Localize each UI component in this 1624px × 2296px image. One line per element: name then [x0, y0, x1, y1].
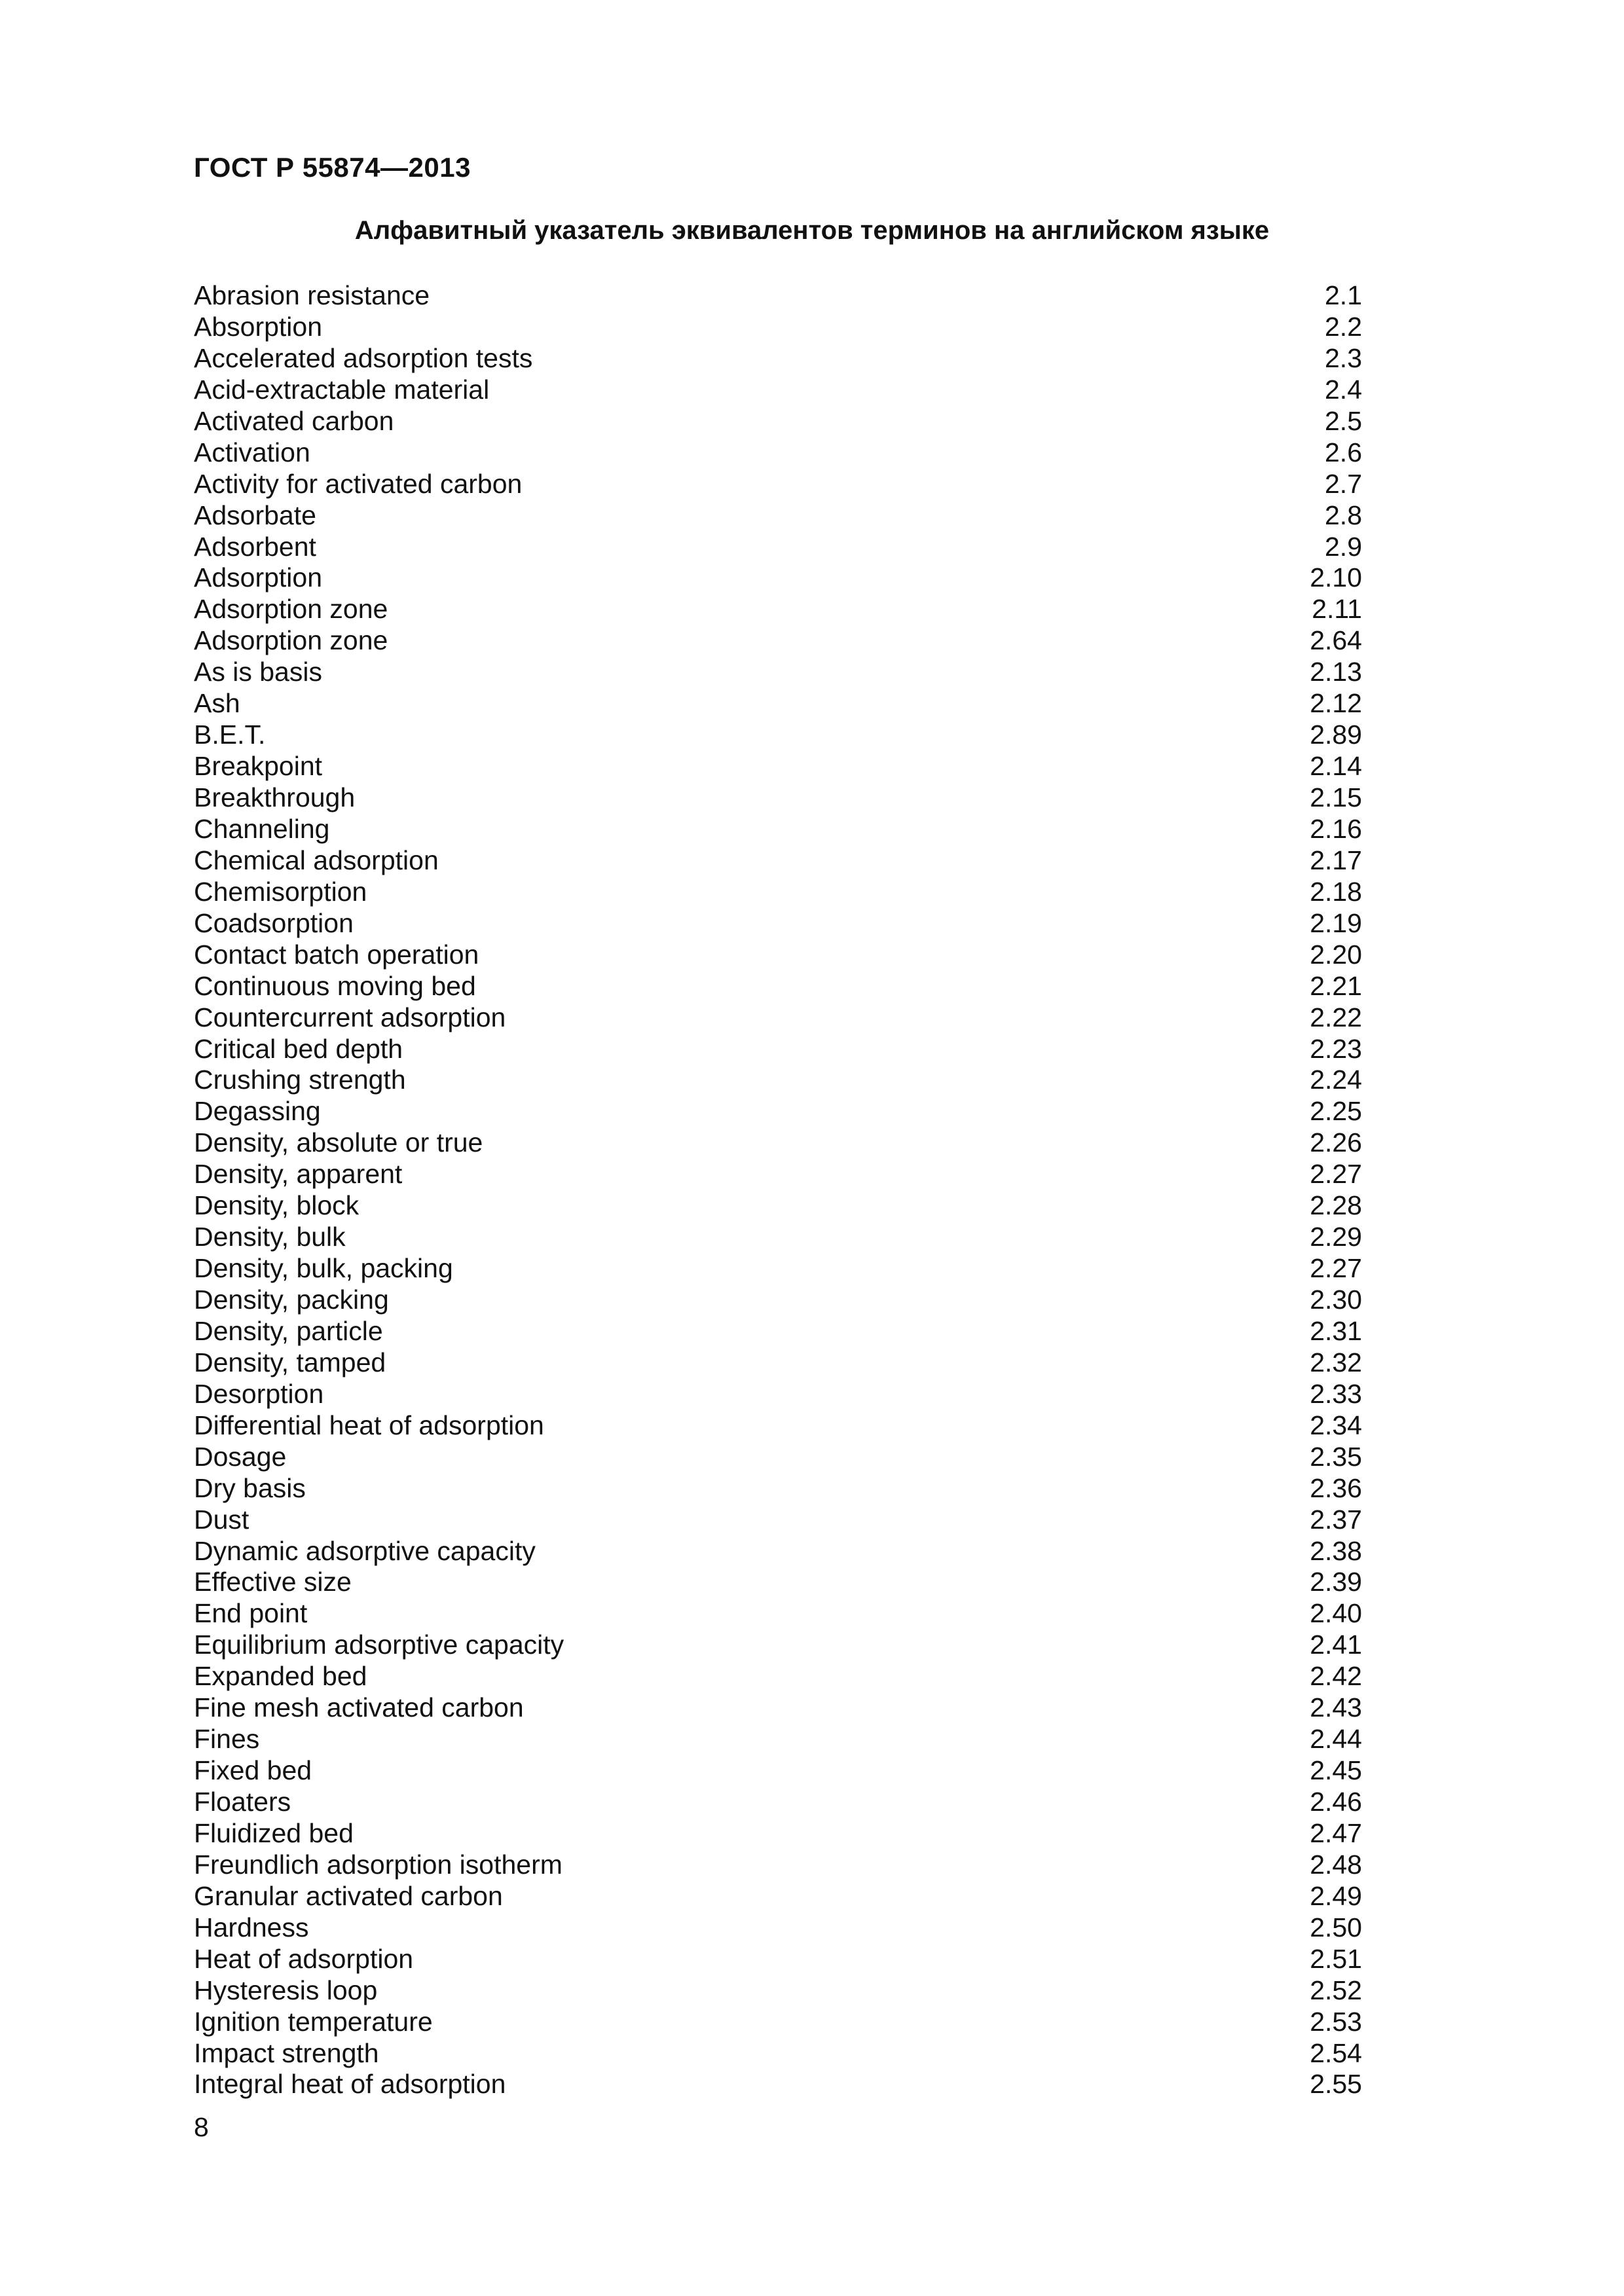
index-term: B.E.T. [194, 720, 266, 750]
index-reference: 2.12 [1310, 688, 1362, 719]
index-term: Density, packing [194, 1285, 389, 1315]
index-entry [194, 814, 1362, 845]
index-entry [194, 971, 1362, 1002]
index-entry [194, 1504, 1362, 1536]
index-entry [194, 312, 1362, 343]
index-term: Desorption [194, 1378, 324, 1409]
index-term: Density, apparent [194, 1159, 403, 1190]
index-term: Crushing strength [194, 1065, 406, 1095]
section-title: Алфавитный указатель эквивалентов терминов на английском языке [354, 216, 1270, 245]
index-entry [194, 1442, 1362, 1473]
index-entry [194, 1692, 1362, 1724]
index-entry [194, 782, 1362, 814]
index-reference: 2.34 [1310, 1410, 1362, 1440]
index-reference: 2.54 [1310, 2037, 1362, 2068]
index-entry [194, 1065, 1362, 1096]
index-reference: 2.50 [1310, 1912, 1362, 1942]
index-reference: 2.39 [1310, 1567, 1362, 1597]
index-entry [194, 469, 1362, 500]
index-reference: 2.8 [1325, 500, 1362, 530]
index-entry [194, 1881, 1362, 1912]
index-term: Dynamic adsorptive capacity [194, 1535, 536, 1566]
index-term: Ash [194, 688, 240, 719]
index-term: Critical bed depth [194, 1033, 403, 1064]
index-reference: 2.3 [1325, 342, 1362, 373]
index-reference: 2.45 [1310, 1755, 1362, 1786]
term-index-list [194, 280, 1362, 2100]
index-term: Countercurrent adsorption [194, 1002, 506, 1032]
index-term: Coadsorption [194, 907, 354, 938]
index-reference: 2.29 [1310, 1222, 1362, 1252]
index-entry [194, 1912, 1362, 1944]
index-term: Activation [194, 437, 310, 467]
index-term: Activated carbon [194, 405, 394, 436]
index-term: Impact strength [194, 2037, 379, 2068]
index-entry [194, 1724, 1362, 1755]
index-reference: 2.33 [1310, 1378, 1362, 1409]
index-reference: 2.15 [1310, 782, 1362, 812]
index-term: Hysteresis loop [194, 1975, 378, 2005]
index-reference: 2.36 [1310, 1472, 1362, 1503]
index-term: Breakthrough [194, 782, 356, 812]
index-term: Accelerated adsorption tests [194, 342, 533, 373]
index-entry [194, 562, 1362, 594]
index-entry [194, 1190, 1362, 1222]
index-term: Dust [194, 1504, 249, 1535]
index-term: Chemical adsorption [194, 845, 439, 875]
index-reference: 2.32 [1310, 1347, 1362, 1377]
index-term: Expanded bed [194, 1661, 367, 1692]
index-entry [194, 2007, 1362, 2038]
index-entry [194, 657, 1362, 688]
index-entry [194, 2069, 1362, 2100]
index-term: Continuous moving bed [194, 970, 476, 1001]
index-term: Equilibrium adsorptive capacity [194, 1630, 564, 1660]
index-term: Density, particle [194, 1315, 383, 1346]
index-term: Adsorption zone [194, 625, 388, 656]
index-reference: 2.38 [1310, 1535, 1362, 1566]
index-entry [194, 939, 1362, 971]
index-entry [194, 594, 1362, 625]
index-entry [194, 1159, 1362, 1190]
index-reference: 2.43 [1310, 1692, 1362, 1723]
index-reference: 2.11 [1312, 594, 1362, 625]
index-reference: 2.18 [1310, 876, 1362, 907]
index-reference: 2.27 [1310, 1253, 1362, 1284]
index-term: Freundlich adsorption isotherm [194, 1849, 563, 1880]
index-entry [194, 877, 1362, 908]
index-reference: 2.25 [1310, 1096, 1362, 1127]
index-term: Absorption [194, 311, 323, 342]
index-entry [194, 1630, 1362, 1661]
index-entry [194, 845, 1362, 877]
index-term: As is basis [194, 657, 322, 687]
index-entry [194, 500, 1362, 532]
index-term: Fines [194, 1724, 260, 1755]
document-code: ГОСТ Р 55874—2013 [194, 152, 471, 183]
index-term: Adsorption [194, 562, 323, 593]
index-reference: 2.17 [1310, 845, 1362, 875]
index-reference: 2.22 [1310, 1002, 1362, 1032]
index-reference: 2.26 [1310, 1127, 1362, 1158]
index-reference: 2.48 [1310, 1849, 1362, 1880]
index-entry [194, 406, 1362, 437]
index-entry [194, 1285, 1362, 1316]
index-entry [194, 1347, 1362, 1379]
index-term: Granular activated carbon [194, 1880, 503, 1911]
index-entry [194, 343, 1362, 374]
index-reference: 2.21 [1310, 970, 1362, 1001]
index-entry [194, 1975, 1362, 2007]
index-term: Abrasion resistance [194, 280, 430, 310]
index-reference: 2.40 [1310, 1598, 1362, 1629]
index-reference: 2.16 [1310, 813, 1362, 844]
index-term: Adsorption zone [194, 594, 388, 625]
index-term: Dosage [194, 1441, 287, 1472]
index-reference: 2.23 [1310, 1033, 1362, 1064]
index-term: Density, block [194, 1190, 360, 1221]
index-reference: 2.55 [1310, 2069, 1362, 2100]
index-entry [194, 1661, 1362, 1692]
index-entry [194, 688, 1362, 720]
index-reference: 2.28 [1310, 1190, 1362, 1221]
index-reference: 2.31 [1310, 1315, 1362, 1346]
index-entry [194, 1787, 1362, 1818]
index-entry [194, 437, 1362, 469]
index-term: Density, absolute or true [194, 1127, 483, 1158]
index-term: Fine mesh activated carbon [194, 1692, 524, 1723]
index-reference: 2.51 [1310, 1943, 1362, 1974]
index-reference: 2.9 [1325, 531, 1362, 562]
index-entry [194, 1034, 1362, 1065]
index-reference: 2.7 [1325, 468, 1362, 499]
index-entry [194, 1598, 1362, 1630]
index-term: Hardness [194, 1912, 309, 1942]
index-entry [194, 1755, 1362, 1787]
index-term: Adsorbate [194, 500, 316, 530]
index-reference: 2.52 [1310, 1975, 1362, 2005]
index-reference: 2.41 [1310, 1630, 1362, 1660]
index-entry [194, 1127, 1362, 1159]
index-term: Channeling [194, 813, 330, 844]
index-entry [194, 625, 1362, 657]
index-reference: 2.5 [1325, 405, 1362, 436]
index-term: Density, tamped [194, 1347, 386, 1377]
index-entry [194, 532, 1362, 563]
index-reference: 2.37 [1310, 1504, 1362, 1535]
index-entry [194, 720, 1362, 751]
index-reference: 2.6 [1325, 437, 1362, 467]
page-number: 8 [194, 2112, 209, 2142]
index-reference: 2.19 [1310, 907, 1362, 938]
index-term: Degassing [194, 1096, 321, 1127]
index-entry [194, 1850, 1362, 1881]
index-reference: 2.42 [1310, 1661, 1362, 1692]
index-reference: 2.89 [1310, 720, 1362, 750]
index-entry [194, 1944, 1362, 1975]
index-term: Activity for activated carbon [194, 468, 523, 499]
index-reference: 2.4 [1325, 374, 1362, 405]
index-term: Adsorbent [194, 531, 316, 562]
index-reference: 2.10 [1310, 562, 1362, 593]
index-term: End point [194, 1598, 308, 1629]
index-reference: 2.64 [1310, 625, 1362, 656]
index-entry [194, 1096, 1362, 1127]
index-term: Dry basis [194, 1472, 306, 1503]
index-reference: 2.24 [1310, 1065, 1362, 1095]
index-reference: 2.46 [1310, 1787, 1362, 1817]
index-term: Heat of adsorption [194, 1943, 414, 1974]
index-term: Density, bulk, packing [194, 1253, 453, 1284]
index-reference: 2.27 [1310, 1159, 1362, 1190]
index-entry [194, 1536, 1362, 1567]
index-term: Fluidized bed [194, 1817, 354, 1848]
index-entry [194, 1222, 1362, 1253]
index-reference: 2.30 [1310, 1285, 1362, 1315]
index-reference: 2.47 [1310, 1817, 1362, 1848]
index-reference: 2.53 [1310, 2006, 1362, 2037]
index-term: Ignition temperature [194, 2006, 433, 2037]
index-term: Density, bulk [194, 1222, 346, 1252]
index-reference: 2.1 [1325, 280, 1362, 310]
index-reference: 2.49 [1310, 1880, 1362, 1911]
index-reference: 2.35 [1310, 1441, 1362, 1472]
index-term: Floaters [194, 1787, 291, 1817]
index-entry [194, 280, 1362, 312]
index-reference: 2.13 [1310, 657, 1362, 687]
index-term: Chemisorption [194, 876, 367, 907]
index-reference: 2.44 [1310, 1724, 1362, 1755]
index-term: Breakpoint [194, 751, 323, 782]
index-entry [194, 1316, 1362, 1347]
index-reference: 2.2 [1325, 311, 1362, 342]
index-entry [194, 1567, 1362, 1598]
index-term: Effective size [194, 1567, 352, 1597]
index-term: Differential heat of adsorption [194, 1410, 544, 1440]
index-entry [194, 1473, 1362, 1504]
index-entry [194, 1002, 1362, 1034]
index-entry [194, 908, 1362, 939]
index-entry [194, 1818, 1362, 1850]
index-reference: 2.14 [1310, 751, 1362, 782]
index-entry [194, 374, 1362, 406]
index-term: Contact batch operation [194, 939, 479, 970]
index-reference: 2.20 [1310, 939, 1362, 970]
index-entry [194, 1410, 1362, 1442]
index-entry [194, 2038, 1362, 2069]
index-entry [194, 751, 1362, 782]
index-term: Integral heat of adsorption [194, 2069, 506, 2100]
index-term: Acid-extractable material [194, 374, 490, 405]
index-entry [194, 1379, 1362, 1410]
index-entry [194, 1253, 1362, 1285]
index-term: Fixed bed [194, 1755, 312, 1786]
